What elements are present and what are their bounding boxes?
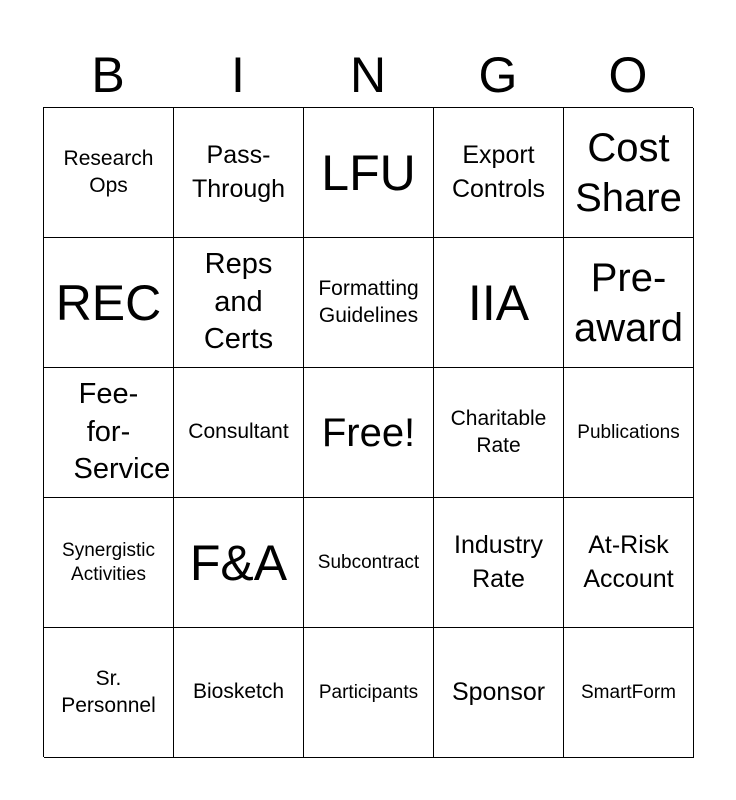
cell-text: LFU: [321, 144, 416, 201]
bingo-cell-r5c2[interactable]: [174, 628, 304, 758]
cell-text: Pass-Through: [191, 140, 286, 203]
bingo-cell-r3c3[interactable]: [304, 368, 434, 498]
bingo-cell-r1c3[interactable]: [304, 108, 434, 238]
cell-text: Research Ops: [63, 147, 154, 197]
header-letter-b: B: [91, 47, 125, 103]
bingo-board: [43, 107, 693, 757]
cell-text: Cost Share: [575, 125, 682, 220]
bingo-cell-r2c5[interactable]: [564, 238, 694, 368]
bingo-cell-r2c1[interactable]: [44, 238, 174, 368]
bingo-cell-r4c1[interactable]: [44, 498, 174, 628]
bingo-cell-r3c4[interactable]: [434, 368, 564, 498]
bingo-cell-r3c5[interactable]: [564, 368, 694, 498]
cell-text: Fee-for-Service: [73, 377, 171, 486]
bingo-cell-r5c5[interactable]: [564, 628, 694, 758]
bingo-cell-r5c4[interactable]: [434, 628, 564, 758]
cell-text: Sr. Personnel: [61, 667, 156, 717]
bingo-cell-r3c1[interactable]: [44, 368, 174, 498]
bingo-cell-r2c2[interactable]: [174, 238, 304, 368]
bingo-cell-r2c3[interactable]: [304, 238, 434, 368]
header-letter-n: N: [349, 47, 387, 103]
cell-text: Participants: [318, 681, 419, 703]
cell-text: Industry Rate: [454, 530, 543, 593]
cell-text: Sponsor: [451, 677, 546, 706]
cell-text: REC: [55, 274, 162, 331]
cell-text: IIA: [467, 274, 530, 331]
cell-text: SmartForm: [581, 681, 676, 703]
cell-text: Synergistic Activities: [62, 539, 155, 585]
bingo-cell-r1c5[interactable]: [564, 108, 694, 238]
cell-text: Export Controls: [451, 140, 546, 203]
cell-text: Biosketch: [192, 680, 285, 704]
cell-text: Publications: [577, 421, 680, 443]
cell-text: At-Risk Account: [583, 530, 674, 593]
bingo-cell-r2c4[interactable]: [434, 238, 564, 368]
cell-text: Free!: [321, 410, 416, 455]
cell-text: Charitable Rate: [450, 407, 547, 457]
header-letter-o: O: [608, 47, 648, 103]
cell-text: Consultant: [188, 420, 289, 444]
bingo-cell-r4c5[interactable]: [564, 498, 694, 628]
header-letter-g: G: [478, 47, 518, 103]
bingo-cell-r5c1[interactable]: [44, 628, 174, 758]
bingo-cell-r4c3[interactable]: [304, 498, 434, 628]
cell-text: Pre-award: [574, 255, 683, 350]
bingo-cell-r4c4[interactable]: [434, 498, 564, 628]
bingo-cell-r1c1[interactable]: [44, 108, 174, 238]
cell-text: Reps and Certs: [203, 247, 274, 356]
cell-text: F&A: [189, 534, 288, 591]
bingo-cell-r3c2[interactable]: [174, 368, 304, 498]
bingo-header: [43, 42, 693, 108]
bingo-cell-r1c4[interactable]: [434, 108, 564, 238]
cell-text: Formatting Guidelines: [318, 277, 419, 327]
bingo-cell-r5c3[interactable]: [304, 628, 434, 758]
bingo-cell-r1c2[interactable]: [174, 108, 304, 238]
cell-text: Subcontract: [317, 551, 420, 573]
bingo-cell-r4c2[interactable]: [174, 498, 304, 628]
header-letter-i: I: [231, 47, 245, 103]
